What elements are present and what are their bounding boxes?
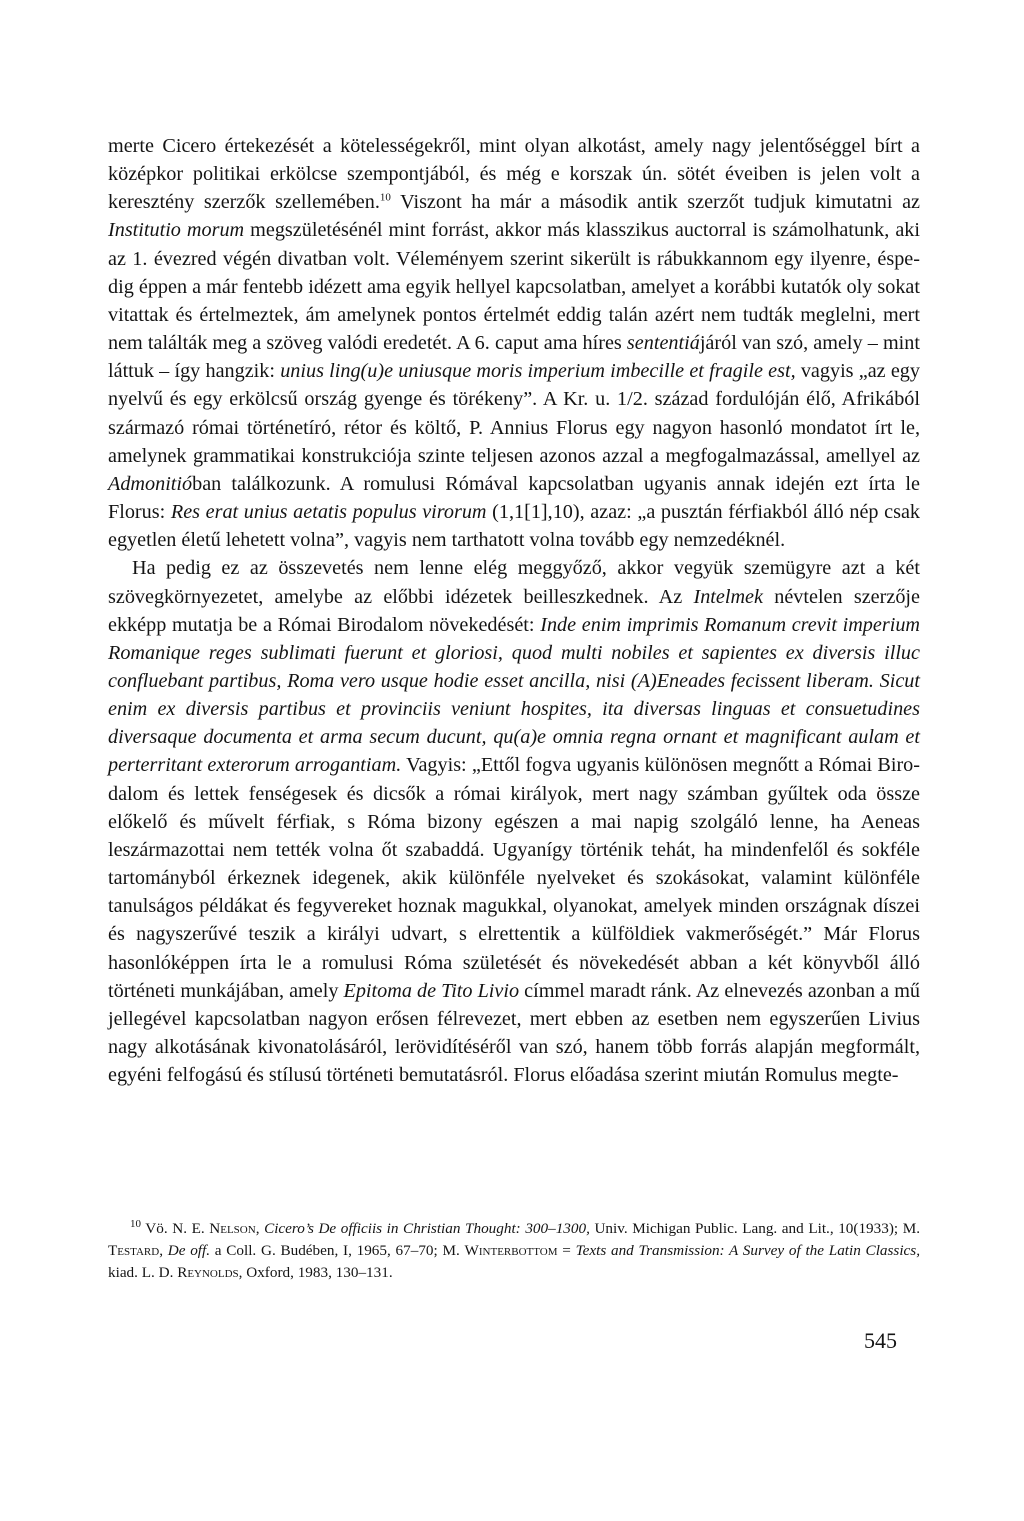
- text-run: merte Cicero értekezését a kötelességekről, mint olyan alkotást, amely nagy jelentőséggel bírt a középkor politikai erkölcse szempontjából, és még e korszak ún. sötét éveiben is jelen volt a keresztény szerzők szellemében.: [108, 135, 920, 214]
- text-run: ,: [159, 1242, 168, 1259]
- text-run: Vagyis: „Ettől fogva ugyanis különösen megnőtt a Római Birodalom és lettek fenségesek és dicsők a római királyok, mert nagy számban gyűltek oda össze előkelő és művelt férfiak, s Róma bizony egészen a mai napig szolgáló lenne, ha Aeneas leszármazottai nem tették volna őt szabaddá. Ugyanígy történik tehát, ha mindenfelől és sokféle tartományból érkeznek idegenek, akik különféle nyelveket és szokásokat, valamint különféle tanulságos példákat és fegyvereket hoznak magukkal, olyanokat, amelyek minden országnak díszei és nagyszerűvé teszik a királyi udvart, s elrettentik a külföldiek vakmerőségét.” Már Florus hasonlóképpen írta le a romulusi Róma születését és növekedését abban a két könyvből álló történeti munkájában, amely: [108, 754, 920, 1002]
- text-run: Vö. N. E.: [141, 1220, 210, 1237]
- italic-text: Epitoma de Tito Livio: [343, 979, 520, 1002]
- text-run: Viszont ha már a második antik szerzőt tudjuk kimutatni az: [390, 191, 920, 214]
- text-run: (1,1[1],10), azaz: „a pusztán férfiakból álló nép csak egyetlen életű lehetett volna”, vagyis nem tarthatott volna tovább egy nemzedéknél.: [108, 501, 920, 552]
- author-name: Testard: [108, 1242, 160, 1259]
- text-run: =: [557, 1242, 576, 1259]
- text-run: címmel maradt ránk. Az elnevezés azonban a mű jellegével kapcsolatban nagyon erősen félrevezet, mert ebben az esetben nem egyszerűen Livius nagy alkotásának kivonatolásáról, lerövidítéséről van szó, hanem több forrás alapján megformált, egyéni felfogású és stílusú történeti bemutatásról. Florus előadása szerint miután Romulus megte-: [108, 979, 920, 1087]
- author-name: Nelson: [209, 1220, 256, 1237]
- italic-text: unius ling(u)e uniusque moris imperium imbecille et fragile est,: [280, 360, 796, 383]
- italic-text: Intelmek: [693, 585, 763, 608]
- paragraph-2: [108, 554, 920, 1089]
- page-body: [108, 132, 920, 1089]
- paragraph-1: [108, 132, 920, 554]
- footnote-10: [108, 1218, 920, 1284]
- page-number: 545: [864, 1328, 897, 1353]
- text-run: a Coll. G. Budében, I, 1965, 67–70; M.: [210, 1242, 465, 1259]
- text-run: ban találkozunk. A romulusi Rómával kapcsolatban ugyanis annak idején ezt írta le Florus:: [108, 472, 920, 524]
- italic-text: sententiá: [626, 332, 700, 355]
- italic-text: Res erat unius aetatis populus virorum: [170, 501, 487, 524]
- italic-text: Admonitió: [108, 472, 193, 495]
- italic-text: Institutio morum: [108, 219, 245, 242]
- text-run: , Oxford, 1983, 130–131.: [238, 1264, 393, 1281]
- text-run: névtelen szerzője ekképp mutatja be a Római Birodalom növekedését:: [108, 585, 920, 636]
- italic-text: Texts and Transmission: A Survey of the Latin Classics,: [575, 1242, 920, 1259]
- text-run: kiad. L. D.: [108, 1264, 178, 1281]
- text-run: Univ. Michigan Public. Lang. and Lit., 10(1933); M.: [589, 1220, 920, 1237]
- italic-text: De off.: [167, 1242, 211, 1259]
- author-name: Winterbottom: [464, 1242, 558, 1259]
- italic-text: Cicero’s De officiis in Christian Thought: 300–1300,: [264, 1220, 590, 1237]
- footnotes: [108, 1218, 920, 1284]
- text-run: ,: [255, 1220, 265, 1237]
- italic-text: Inde enim imprimis Romanum crevit imperium Romanique reges sublimati fuerunt et gloriosi, quod multi nobiles et sapientes ex diversis illuc confluebant partibus, Roma vero usque hodie esset ancilla, nisi (A)Eneades fecissent liberam. Sicut enim ex diversis partibus et provinciis veniunt hospites, ita diversas linguas et consuetudines diversaque documenta et arma secum ducunt, qu(a)e omnia regna ornant et magnificant aulam et perterritant exterorum arrogantiam.: [108, 613, 920, 777]
- footnote-marker: 10: [379, 191, 391, 204]
- text-run: vagyis „az egy nyelvű és egy erkölcsű ország gyenge és törékeny”. A Kr. u. 1/2. század fordulóján élő, Afrikából származó római történetíró, rétor és költő, P. Annius Florus egy nagyon hasonló mondatot írt le, amelynek grammatikai konstrukciója szinte teljesen azonos azzal a megfogalmazással, amellyel az: [108, 360, 920, 467]
- text-run: megszületésénél mint forrást, akkor más klasszikus auctorral is számolhatunk, aki az 1. évezred végén divatban volt. Véleményem szerint sikerült is rábukkannom egy ilyenre, éspedig éppen a már fentebb idézett ama egyik hellyel kapcsolatban, amelyet a korábbi kutatók oly sokat vitattak és értelmeztek, ám amelynek pontos értelmét eddig talán azért nem tudták meglelni, mert nem találták meg a szöveg valódi eredetét. A 6. caput ama híres: [108, 219, 920, 355]
- text-run: Ha pedig ez az összevetés nem lenne elég meggyőző, akkor vegyük szemügyre azt a két szövegkörnyezetet, amelybe az előbbi idézetek beilleszkednek. Az: [108, 557, 920, 608]
- author-name: Reynolds: [177, 1264, 239, 1281]
- text-run: járól van szó, amely – mint láttuk – így hangzik:: [108, 332, 920, 383]
- footnote-marker: 10: [130, 1217, 141, 1230]
